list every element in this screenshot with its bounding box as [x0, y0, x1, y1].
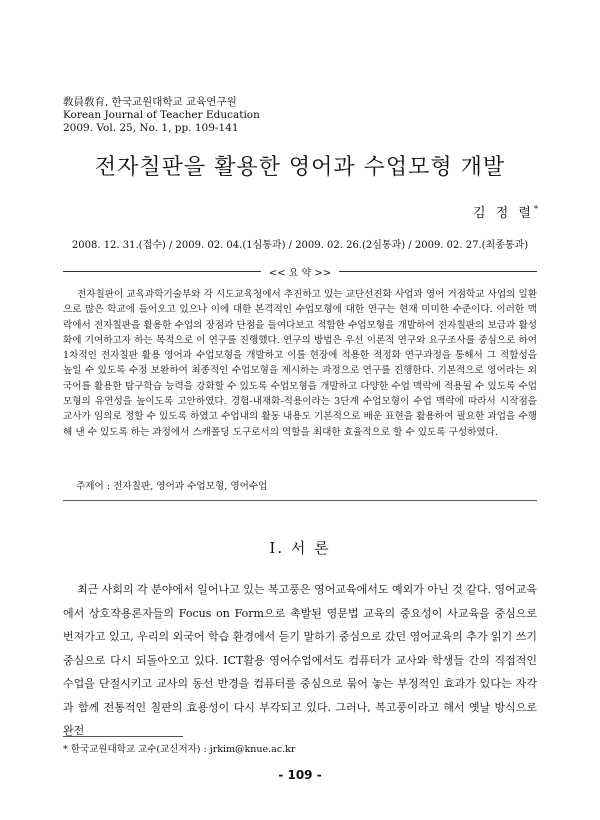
paper-title: 전자칠판을 활용한 영어과 수업모형 개발	[94, 155, 506, 180]
footnote: * 한국교원대학교 교수(교신저자) : jrkim@knue.ac.kr	[63, 744, 296, 755]
abstract-text: 전자칠판이 교육과학기술부와 각 시도교육청에서 추진하고 있는 교단선진화 사업과 영어 거점학교 사업의 일환으로 많은 학교에 들어오고 있으나 이에 대한 본격적인 수업모형에 대한 연구는 현재 미미한 수준이다. 이러한 맥락에서 전자칠판을 활용한 수업의 장점과 단점을 들여다보고 적합한 수업모형을 개발하여 전자칠판의 보급과 활성화에 기여하고자 하는 목적으로 이 연구를 진행했다. 연구의 방법은 우선 이론적 연구와 요구조사를 중심으로 하여 1차적인 전자칠판 활용 영어과 수업모형을 개발하고 이를 현장에 적용한 적정화 연구과정을 통해서 그 적합성을 높일 수 있도록 수정 보완하여 최종적인 수업모형을 제시하는 과정으로 연구를 진행한다. 기본적으로 영어라는 외국어를 활용한 탐구학습 능력을 강화할 수 있도록 수업모형을 개발하고 다양한 수업 맥락에 적용될 수 있도록 수업모형의 유연성을 높이도록 고안하였다. 경험-내재화-적용이라는 3단계 수업모형이 수업 맥락에 따라서 시작점을 교사가 임의로 정할 수 있도록 하였고 수업내의 활동 내용도 기본적으로 배운 표현을 활용하여 필요한 과업을 수행해 낸 수 있도록 하는 과정에서 스캐폴딩 도구로서의 역할을 최대한 효율적으로 할 수 있도록 구성하였다.	[63, 289, 537, 438]
keywords-divider	[63, 500, 537, 501]
keywords: 주제어 : 전자칠판, 영어과 수업모형, 영어수업	[76, 481, 268, 492]
journal-volume: 2009. Vol. 25, No. 1, pp. 109-141	[63, 122, 239, 134]
journal-name-korean: 敎員敎育, 한국교원대학교 교육연구원	[63, 96, 237, 108]
page-number: - 109 -	[278, 768, 322, 782]
summary-label: << 요 약 >>	[268, 268, 332, 279]
author-footnote-mark: *	[534, 204, 538, 214]
author-name: 김 정 렬	[473, 206, 534, 221]
footnote-divider	[63, 736, 183, 737]
body-paragraph: 최근 사회의 각 분야에서 일어나고 있는 복고풍은 영어교육에서도 예외가 아닌 것 같다. 영어교육에서 상호작용론자들의 Focus on Form으로 촉발된 영문법 교육의 중요성이 사교육을 중심으로 번져가고 있고, 우리의 외국어 학습 환경에서 듣기 말하기 중심으로 갔던 영어교육의 추가 읽기 쓰기 중심으로 다시 되돌아오고 있다. ICT활용 영어수업에서도 컴퓨터가 교사와 학생들 간의 직접적인 수업을 단절시키고 교사의 동선 반경을 컴퓨터를 중심으로 묶어 놓는 부정적인 효과가 있다는 자각과 함께 전통적인 칠판의 효용성이 다시 부각되고 있다. 그러나, 복고풍이라고 해서 옛날 방식으로 완전	[63, 583, 537, 737]
submission-dates: 2008. 12. 31.(접수) / 2009. 02. 04.(1심통과) / 2009. 02. 26.(2심통과) / 2009. 02. 27.(최종통과)	[71, 240, 529, 251]
author	[473, 202, 538, 221]
summary-rule-right	[339, 271, 537, 272]
journal-header	[63, 96, 260, 135]
summary-heading	[63, 264, 537, 278]
journal-name-english: Korean Journal of Teacher Education	[63, 109, 260, 121]
section-title: I. 서 론	[269, 539, 331, 557]
